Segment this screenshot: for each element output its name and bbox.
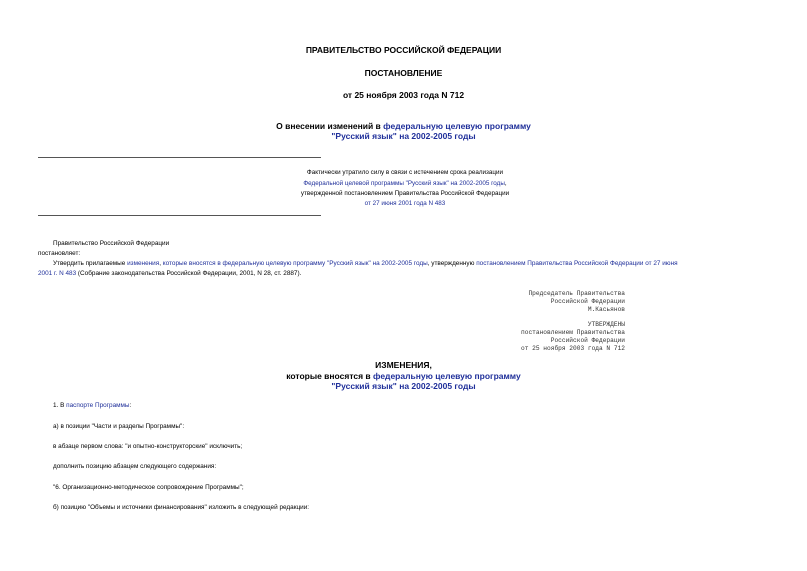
expiry-note-line-1: Фактически утратило силу в связи с истечением срока реализации xyxy=(306,169,504,176)
preamble-paragraph-line-2 xyxy=(38,270,301,277)
approved-line-2: постановлением Правительства xyxy=(521,329,625,336)
item-1 xyxy=(53,402,131,409)
divider-top xyxy=(38,157,321,158)
signature-line-1: Председатель Правительства xyxy=(528,290,625,297)
signature-line-2: Российской Федерации xyxy=(550,298,625,305)
subject-program-link-2[interactable]: "Русский язык" на 2002-2005 годы xyxy=(331,131,476,141)
program-changes-link[interactable]: которые вносятся в федеральную целевую программу "Русский язык" на 2002-2005 годы xyxy=(162,260,428,267)
expiry-program-link[interactable]: Федеральной целевой программы "Русский язык" на 2002-2005 годы xyxy=(303,180,505,187)
item-b: в абзаце первом слова: "и опытно-конструкторские" исключить; xyxy=(53,443,243,450)
changes-subtitle xyxy=(0,371,807,381)
signature-name: М.Касьянов xyxy=(587,306,625,313)
preamble-paragraph-line-1 xyxy=(53,260,678,267)
subject-prefix: О внесении изменений в xyxy=(276,121,384,131)
item-c: дополнить позицию абзацем следующего содержания: xyxy=(53,463,217,470)
expiry-comma: , xyxy=(504,180,507,187)
preamble-comma: , xyxy=(159,260,163,267)
preamble-text-mid: , утвержденную xyxy=(427,260,477,267)
expiry-note-line-2 xyxy=(285,180,525,187)
item-1-prefix: 1. В xyxy=(53,402,67,409)
document-date-number: от 25 ноября 2003 года N 712 xyxy=(342,90,465,100)
changes-program-link[interactable]: федеральную целевую программу xyxy=(373,371,521,381)
approved-line-4: от 25 ноября 2003 года N 712 xyxy=(521,345,625,352)
decree-link[interactable]: постановлением Правительства Российской Федерации от 27 июня xyxy=(476,260,678,267)
changes-program-link-2[interactable]: "Русский язык" на 2002-2005 годы xyxy=(331,381,476,391)
divider-bottom xyxy=(38,215,321,216)
changes-title: ИЗМЕНЕНИЯ, xyxy=(375,360,432,370)
preamble-line-1: Правительство Российской Федерации xyxy=(53,240,170,247)
item-e: б) позицию "Объемы и источники финансирования" изложить в следующей редакции: xyxy=(53,504,310,511)
document-type: ПОСТАНОВЛЕНИЕ xyxy=(364,68,443,78)
approved-line-3: Российской Федерации xyxy=(550,337,625,344)
item-d: "6. Организационно-методическое сопровождение Программы"; xyxy=(53,484,244,491)
document-subject xyxy=(0,121,807,131)
changes-subtitle-prefix: которые вносятся в xyxy=(286,371,373,381)
preamble-text-end: (Собрание законодательства Российской Федерации, 2001, N 28, ст. 2887). xyxy=(76,270,302,277)
item-1-suffix: : xyxy=(129,402,132,409)
preamble-line-2: постановляет: xyxy=(38,250,81,257)
program-passport-link[interactable]: паспорте Программы xyxy=(66,402,130,409)
preamble-text-start: Утвердить прилагаемые xyxy=(53,260,128,267)
expiry-decree-link[interactable]: от 27 июня 2001 года N 483 xyxy=(364,200,446,207)
subject-program-link[interactable]: федеральную целевую программу xyxy=(383,121,531,131)
changes-link[interactable]: изменения xyxy=(127,260,160,267)
government-title: ПРАВИТЕЛЬСТВО РОССИЙСКОЙ ФЕДЕРАЦИИ xyxy=(305,45,502,55)
approved-line-1: УТВЕРЖДЕНЫ xyxy=(587,321,625,328)
item-a: а) в позиции "Части и разделы Программы": xyxy=(53,423,185,430)
decree-link-continued[interactable]: 2001 г. N 483 xyxy=(38,270,77,277)
expiry-note-line-3: утвержденной постановлением Правительства Российской Федерации xyxy=(300,190,510,197)
